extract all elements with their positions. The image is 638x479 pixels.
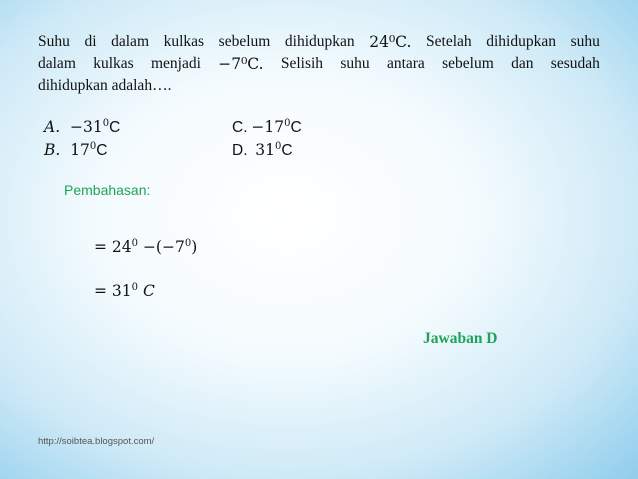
option-a-value: −31: [69, 118, 103, 136]
option-b: [44, 141, 108, 160]
step1-lhs: = 24: [94, 238, 132, 256]
step2-exp: 0: [131, 281, 139, 293]
word: di: [84, 33, 97, 50]
option-c-value: −17: [251, 118, 285, 136]
temperature-after: −7⁰C.: [218, 55, 264, 73]
word: menjadi: [150, 55, 201, 72]
option-b-unit: C: [96, 142, 108, 159]
working-step-2: [94, 282, 155, 300]
word: dihidupkan: [486, 33, 556, 50]
word: kulkas: [163, 33, 205, 50]
word: dihidupkan: [284, 33, 355, 50]
word: sebelum: [442, 55, 494, 72]
word: suhu: [340, 55, 370, 72]
answer-text: Jawaban D: [423, 330, 498, 347]
step1-mid: −(−7: [138, 238, 185, 256]
word: Selisih: [280, 55, 324, 72]
word: antara: [386, 55, 425, 72]
word: suhu: [570, 33, 600, 50]
option-a: [44, 118, 120, 137]
option-c-letter: C.: [232, 119, 248, 136]
question-line-2: [38, 53, 600, 75]
question-text: [38, 31, 600, 97]
option-a-unit: C: [109, 119, 121, 136]
step1-exp2: 0: [184, 237, 192, 249]
option-c: [232, 118, 302, 137]
option-d: [232, 141, 293, 160]
step1-end: ): [191, 238, 198, 256]
word: dan: [511, 55, 534, 72]
option-a-exponent: 0: [102, 117, 110, 129]
step2-unit: C: [138, 282, 155, 300]
option-d-value: 31: [255, 141, 275, 159]
question-line-3: dihidupkan adalah….: [38, 77, 172, 94]
step1-exp1: 0: [131, 237, 139, 249]
word: dalam: [38, 55, 76, 72]
option-d-letter: D.: [232, 142, 248, 159]
word: Suhu: [38, 33, 70, 50]
option-d-unit: C: [281, 142, 293, 159]
option-a-letter: A.: [44, 118, 61, 136]
option-c-exponent: 0: [284, 117, 291, 129]
word: sesudah: [550, 55, 600, 72]
word: kulkas: [93, 55, 134, 72]
step2-lhs: = 31: [94, 282, 132, 300]
option-b-exponent: 0: [89, 140, 97, 152]
footer-url: http://soibtea.blogspot.com/: [38, 436, 155, 447]
word: dalam: [111, 33, 149, 50]
question-line-1: [38, 31, 600, 53]
option-d-exponent: 0: [274, 140, 282, 152]
option-b-letter: B.: [44, 141, 61, 159]
temperature-before: 24⁰C.: [369, 33, 412, 51]
word: sebelum: [218, 33, 271, 50]
word: Setelah: [426, 33, 472, 50]
option-b-value: 17: [70, 141, 90, 159]
pembahasan-label: Pembahasan:: [64, 182, 151, 198]
option-c-unit: C: [290, 119, 302, 136]
working-step-1: [94, 238, 197, 256]
